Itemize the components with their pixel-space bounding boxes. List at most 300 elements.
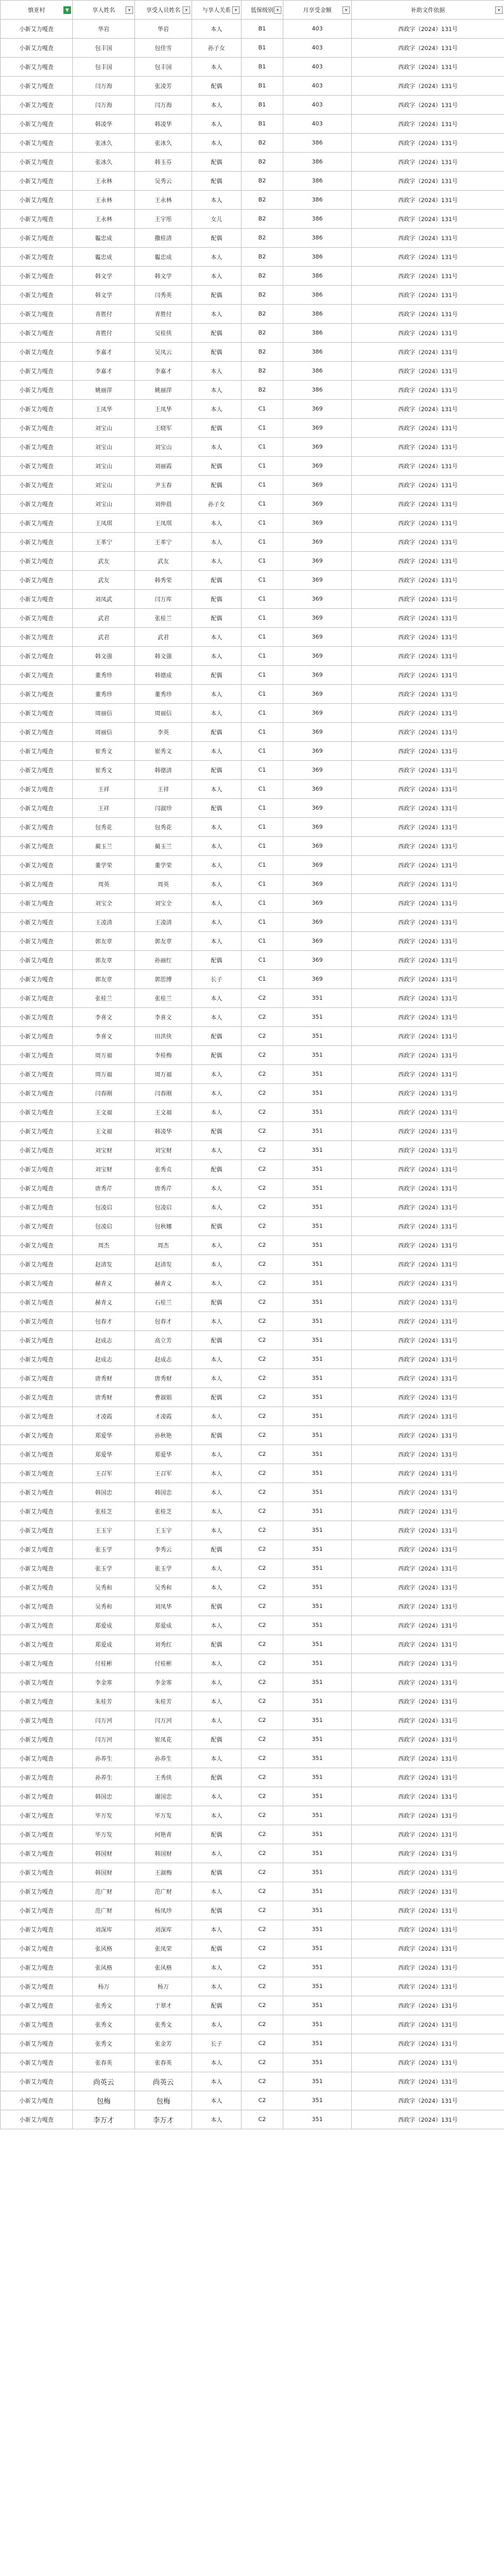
cell-basis[interactable]: 西政字（2024）131号 [352, 1635, 504, 1654]
cell-recipient-name[interactable]: 张春英 [135, 2053, 192, 2072]
cell-level[interactable]: C2 [242, 1692, 283, 1711]
cell-recipient-name[interactable]: 田洪侠 [135, 1027, 192, 1046]
cell-relation[interactable]: 本人 [192, 894, 242, 913]
cell-basis[interactable]: 西政字（2024）131号 [352, 2053, 504, 2072]
cell-holder-name[interactable]: 包丰国 [73, 39, 135, 58]
cell-level[interactable]: C2 [242, 1939, 283, 1958]
cell-recipient-name[interactable]: 王凤琪 [135, 514, 192, 533]
cell-relation[interactable]: 本人 [192, 1958, 242, 1977]
cell-village[interactable]: 小新艾力嘎査 [1, 115, 73, 134]
cell-level[interactable]: C1 [242, 818, 283, 837]
cell-recipient-name[interactable]: 青胜付 [135, 305, 192, 324]
cell-amount[interactable]: 369 [283, 856, 352, 875]
cell-level[interactable]: C2 [242, 1426, 283, 1445]
cell-holder-name[interactable]: 王玉宇 [73, 1521, 135, 1540]
cell-village[interactable]: 小新艾力嘎査 [1, 1578, 73, 1597]
cell-village[interactable]: 小新艾力嘎査 [1, 552, 73, 571]
cell-relation[interactable]: 长子 [192, 970, 242, 989]
cell-amount[interactable]: 369 [283, 476, 352, 495]
cell-holder-name[interactable]: 张秀文 [73, 2015, 135, 2034]
cell-level[interactable]: C2 [242, 1103, 283, 1122]
cell-village[interactable]: 小新艾力嘎査 [1, 1673, 73, 1692]
cell-amount[interactable]: 369 [283, 913, 352, 932]
cell-village[interactable]: 小新艾力嘎査 [1, 419, 73, 438]
cell-level[interactable]: C2 [242, 1046, 283, 1065]
cell-relation[interactable]: 本人 [192, 514, 242, 533]
cell-level[interactable]: C2 [242, 1882, 283, 1901]
cell-relation[interactable]: 本人 [192, 438, 242, 457]
cell-relation[interactable]: 配偶 [192, 609, 242, 628]
cell-recipient-name[interactable]: 武君 [135, 628, 192, 647]
cell-holder-name[interactable]: 才凌霞 [73, 1407, 135, 1426]
cell-level[interactable]: C2 [242, 1578, 283, 1597]
cell-recipient-name[interactable]: 孙秋艳 [135, 1426, 192, 1445]
cell-basis[interactable]: 西政字（2024）131号 [352, 286, 504, 305]
cell-relation[interactable]: 配偶 [192, 172, 242, 191]
cell-recipient-name[interactable]: 武友 [135, 552, 192, 571]
cell-village[interactable]: 小新艾力嘎査 [1, 1331, 73, 1350]
cell-amount[interactable]: 351 [283, 1027, 352, 1046]
cell-recipient-name[interactable]: 唐秀芹 [135, 1179, 192, 1198]
cell-basis[interactable]: 西政字（2024）131号 [352, 1749, 504, 1768]
cell-holder-name[interactable]: 韩文学 [73, 267, 135, 286]
cell-village[interactable]: 小新艾力嘎査 [1, 1787, 73, 1806]
cell-amount[interactable]: 351 [283, 1084, 352, 1103]
cell-level[interactable]: C1 [242, 552, 283, 571]
cell-recipient-name[interactable]: 李秀云 [135, 1540, 192, 1559]
cell-basis[interactable]: 西政字（2024）131号 [352, 1882, 504, 1901]
cell-basis[interactable]: 西政字（2024）131号 [352, 1350, 504, 1369]
cell-recipient-name[interactable]: 韩玉芬 [135, 153, 192, 172]
cell-basis[interactable]: 西政字（2024）131号 [352, 400, 504, 419]
cell-relation[interactable]: 本人 [192, 1483, 242, 1502]
cell-level[interactable]: C1 [242, 647, 283, 666]
cell-recipient-name[interactable]: 吴秀云 [135, 172, 192, 191]
cell-recipient-name[interactable]: 华岩 [135, 20, 192, 39]
cell-recipient-name[interactable]: 韩凌华 [135, 115, 192, 134]
cell-level[interactable]: C2 [242, 2110, 283, 2129]
cell-amount[interactable]: 351 [283, 1483, 352, 1502]
cell-amount[interactable]: 351 [283, 1597, 352, 1616]
cell-recipient-name[interactable]: 郭思博 [135, 970, 192, 989]
cell-basis[interactable]: 西政字（2024）131号 [352, 742, 504, 761]
cell-relation[interactable]: 本人 [192, 96, 242, 115]
cell-recipient-name[interactable]: 韩凌华 [135, 1122, 192, 1141]
cell-level[interactable]: C2 [242, 1597, 283, 1616]
cell-amount[interactable]: 351 [283, 1141, 352, 1160]
cell-level[interactable]: C2 [242, 1540, 283, 1559]
cell-level[interactable]: C1 [242, 571, 283, 590]
cell-holder-name[interactable]: 郭友章 [73, 932, 135, 951]
cell-level[interactable]: C2 [242, 1920, 283, 1939]
cell-basis[interactable]: 西政字（2024）131号 [352, 381, 504, 400]
cell-relation[interactable]: 本人 [192, 989, 242, 1008]
cell-relation[interactable]: 配偶 [192, 799, 242, 818]
cell-basis[interactable]: 西政字（2024）131号 [352, 267, 504, 286]
cell-village[interactable]: 小新艾力嘎査 [1, 2091, 73, 2110]
cell-relation[interactable]: 配偶 [192, 419, 242, 438]
cell-village[interactable]: 小新艾力嘎査 [1, 1920, 73, 1939]
cell-level[interactable]: C2 [242, 1331, 283, 1350]
cell-level[interactable]: B1 [242, 96, 283, 115]
cell-recipient-name[interactable]: 赵清发 [135, 1255, 192, 1274]
cell-basis[interactable]: 西政字（2024）131号 [352, 837, 504, 856]
cell-relation[interactable]: 本人 [192, 191, 242, 210]
cell-relation[interactable]: 本人 [192, 1065, 242, 1084]
cell-holder-name[interactable]: 王祥 [73, 780, 135, 799]
cell-village[interactable]: 小新艾力嘎査 [1, 1027, 73, 1046]
cell-recipient-name[interactable]: 韩德成 [135, 666, 192, 685]
cell-recipient-name[interactable]: 刘丽霞 [135, 457, 192, 476]
cell-level[interactable]: B2 [242, 362, 283, 381]
cell-relation[interactable]: 本人 [192, 1578, 242, 1597]
cell-recipient-name[interactable]: 张凤荣 [135, 1939, 192, 1958]
cell-holder-name[interactable]: 韞忠成 [73, 248, 135, 267]
cell-village[interactable]: 小新艾力嘎査 [1, 1141, 73, 1160]
cell-amount[interactable]: 351 [283, 989, 352, 1008]
cell-holder-name[interactable]: 张冰久 [73, 134, 135, 153]
cell-basis[interactable]: 西政字（2024）131号 [352, 115, 504, 134]
cell-basis[interactable]: 西政字（2024）131号 [352, 1426, 504, 1445]
cell-relation[interactable]: 本人 [192, 1502, 242, 1521]
cell-village[interactable]: 小新艾力嘎査 [1, 1065, 73, 1084]
cell-recipient-name[interactable]: 李喜文 [135, 1008, 192, 1027]
cell-amount[interactable]: 369 [283, 894, 352, 913]
cell-amount[interactable]: 369 [283, 457, 352, 476]
filter-active-icon[interactable]: ▼ [63, 6, 71, 14]
cell-amount[interactable]: 351 [283, 1350, 352, 1369]
cell-basis[interactable]: 西政字（2024）131号 [352, 1977, 504, 1996]
cell-level[interactable]: C2 [242, 1236, 283, 1255]
cell-relation[interactable]: 本人 [192, 134, 242, 153]
cell-village[interactable]: 小新艾力嘎査 [1, 1502, 73, 1521]
cell-basis[interactable]: 西政字（2024）131号 [352, 913, 504, 932]
cell-recipient-name[interactable]: 孙丽红 [135, 951, 192, 970]
cell-basis[interactable]: 西政字（2024）131号 [352, 1787, 504, 1806]
cell-basis[interactable]: 西政字（2024）131号 [352, 685, 504, 704]
cell-relation[interactable]: 配偶 [192, 1825, 242, 1844]
cell-amount[interactable]: 351 [283, 1673, 352, 1692]
cell-level[interactable]: C2 [242, 1863, 283, 1882]
cell-level[interactable]: C2 [242, 1711, 283, 1730]
cell-amount[interactable]: 351 [283, 1825, 352, 1844]
cell-amount[interactable]: 351 [283, 1160, 352, 1179]
cell-basis[interactable]: 西政字（2024）131号 [352, 666, 504, 685]
cell-holder-name[interactable]: 蔺玉兰 [73, 837, 135, 856]
cell-recipient-name[interactable]: 韞忠成 [135, 248, 192, 267]
cell-holder-name[interactable]: 武君 [73, 628, 135, 647]
cell-amount[interactable]: 351 [283, 1388, 352, 1407]
cell-amount[interactable]: 351 [283, 2110, 352, 2129]
cell-village[interactable]: 小新艾力嘎査 [1, 305, 73, 324]
cell-holder-name[interactable]: 张风格 [73, 1958, 135, 1977]
cell-relation[interactable]: 配偶 [192, 1426, 242, 1445]
cell-holder-name[interactable]: 刘宝山 [73, 495, 135, 514]
cell-basis[interactable]: 西政字（2024）131号 [352, 229, 504, 248]
cell-village[interactable]: 小新艾力嘎査 [1, 1369, 73, 1388]
cell-relation[interactable]: 配偶 [192, 1027, 242, 1046]
cell-recipient-name[interactable]: 崔秀文 [135, 742, 192, 761]
cell-amount[interactable]: 386 [283, 286, 352, 305]
cell-basis[interactable]: 西政字（2024）131号 [352, 1692, 504, 1711]
cell-recipient-name[interactable]: 王晓军 [135, 419, 192, 438]
cell-holder-name[interactable]: 崔秀文 [73, 761, 135, 780]
cell-holder-name[interactable]: 包秀花 [73, 818, 135, 837]
cell-holder-name[interactable]: 郑爱成 [73, 1635, 135, 1654]
cell-amount[interactable]: 369 [283, 628, 352, 647]
cell-basis[interactable]: 西政字（2024）131号 [352, 1255, 504, 1274]
cell-holder-name[interactable]: 周英 [73, 875, 135, 894]
cell-basis[interactable]: 西政字（2024）131号 [352, 875, 504, 894]
cell-level[interactable]: C1 [242, 875, 283, 894]
cell-basis[interactable]: 西政字（2024）131号 [352, 1920, 504, 1939]
cell-holder-name[interactable]: 毕万发 [73, 1825, 135, 1844]
cell-recipient-name[interactable]: 唐秀财 [135, 1369, 192, 1388]
cell-village[interactable]: 小新艾力嘎査 [1, 514, 73, 533]
cell-holder-name[interactable]: 包梅 [73, 2091, 135, 2110]
cell-basis[interactable]: 西政字（2024）131号 [352, 533, 504, 552]
cell-recipient-name[interactable]: 张金芳 [135, 2034, 192, 2053]
cell-village[interactable]: 小新艾力嘎査 [1, 58, 73, 77]
cell-level[interactable]: C2 [242, 1787, 283, 1806]
cell-recipient-name[interactable]: 王玉宇 [135, 1521, 192, 1540]
cell-basis[interactable]: 西政字（2024）131号 [352, 1521, 504, 1540]
cell-amount[interactable]: 351 [283, 1046, 352, 1065]
cell-level[interactable]: C2 [242, 2091, 283, 2110]
cell-holder-name[interactable]: 张秀文 [73, 2034, 135, 2053]
cell-amount[interactable]: 386 [283, 305, 352, 324]
cell-level[interactable]: C2 [242, 1977, 283, 1996]
cell-recipient-name[interactable]: 韩文学 [135, 267, 192, 286]
cell-basis[interactable]: 西政字（2024）131号 [352, 628, 504, 647]
cell-relation[interactable]: 本人 [192, 1559, 242, 1578]
cell-level[interactable]: B2 [242, 248, 283, 267]
cell-relation[interactable]: 长子 [192, 2034, 242, 2053]
cell-basis[interactable]: 西政字（2024）131号 [352, 571, 504, 590]
cell-relation[interactable]: 本人 [192, 1787, 242, 1806]
cell-recipient-name[interactable]: 王凌清 [135, 913, 192, 932]
cell-holder-name[interactable]: 杨万 [73, 1977, 135, 1996]
cell-holder-name[interactable]: 刘宝山 [73, 438, 135, 457]
cell-basis[interactable]: 西政字（2024）131号 [352, 362, 504, 381]
cell-level[interactable]: C2 [242, 1312, 283, 1331]
cell-village[interactable]: 小新艾力嘎査 [1, 2072, 73, 2091]
cell-recipient-name[interactable]: 包梅 [135, 2091, 192, 2110]
cell-amount[interactable]: 386 [283, 343, 352, 362]
cell-relation[interactable]: 本人 [192, 533, 242, 552]
cell-basis[interactable]: 西政字（2024）131号 [352, 1008, 504, 1027]
cell-amount[interactable]: 351 [283, 1616, 352, 1635]
cell-amount[interactable]: 351 [283, 1331, 352, 1350]
cell-basis[interactable]: 西政字（2024）131号 [352, 1027, 504, 1046]
cell-village[interactable]: 小新艾力嘎査 [1, 647, 73, 666]
cell-amount[interactable]: 403 [283, 77, 352, 96]
cell-basis[interactable]: 西政字（2024）131号 [352, 191, 504, 210]
cell-recipient-name[interactable]: 于翠才 [135, 1996, 192, 2015]
cell-holder-name[interactable]: 王凌清 [73, 913, 135, 932]
cell-relation[interactable]: 配偶 [192, 1863, 242, 1882]
cell-holder-name[interactable]: 包凌启 [73, 1198, 135, 1217]
cell-village[interactable]: 小新艾力嘎査 [1, 761, 73, 780]
cell-village[interactable]: 小新艾力嘎査 [1, 210, 73, 229]
cell-amount[interactable]: 351 [283, 1293, 352, 1312]
cell-recipient-name[interactable]: 王革宁 [135, 533, 192, 552]
cell-relation[interactable]: 本人 [192, 381, 242, 400]
cell-level[interactable]: C1 [242, 419, 283, 438]
cell-village[interactable]: 小新艾力嘎査 [1, 818, 73, 837]
cell-basis[interactable]: 西政字（2024）131号 [352, 324, 504, 343]
cell-amount[interactable]: 351 [283, 1255, 352, 1274]
cell-amount[interactable]: 351 [283, 1635, 352, 1654]
cell-relation[interactable]: 本人 [192, 780, 242, 799]
cell-recipient-name[interactable]: 王召军 [135, 1464, 192, 1483]
cell-village[interactable]: 小新艾力嘎査 [1, 362, 73, 381]
cell-level[interactable]: B2 [242, 305, 283, 324]
cell-holder-name[interactable]: 孙养生 [73, 1749, 135, 1768]
cell-relation[interactable]: 女儿 [192, 210, 242, 229]
cell-level[interactable]: C1 [242, 780, 283, 799]
cell-holder-name[interactable]: 闫万河 [73, 1711, 135, 1730]
cell-village[interactable]: 小新艾力嘎査 [1, 1046, 73, 1065]
cell-recipient-name[interactable]: 包佳雪 [135, 39, 192, 58]
cell-recipient-name[interactable]: 郭友章 [135, 932, 192, 951]
cell-level[interactable]: C2 [242, 1844, 283, 1863]
cell-village[interactable]: 小新艾力嘎査 [1, 324, 73, 343]
cell-recipient-name[interactable]: 谢国忠 [135, 1787, 192, 1806]
cell-basis[interactable]: 西政字（2024）131号 [352, 1274, 504, 1293]
cell-amount[interactable]: 351 [283, 2072, 352, 2091]
cell-basis[interactable]: 西政字（2024）131号 [352, 153, 504, 172]
cell-level[interactable]: C1 [242, 799, 283, 818]
cell-level[interactable]: C1 [242, 856, 283, 875]
cell-basis[interactable]: 西政字（2024）131号 [352, 1597, 504, 1616]
cell-recipient-name[interactable]: 高立芳 [135, 1331, 192, 1350]
cell-basis[interactable]: 西政字（2024）131号 [352, 989, 504, 1008]
cell-basis[interactable]: 西政字（2024）131号 [352, 1065, 504, 1084]
cell-relation[interactable]: 配偶 [192, 1996, 242, 2015]
cell-basis[interactable]: 西政字（2024）131号 [352, 134, 504, 153]
cell-relation[interactable]: 本人 [192, 1977, 242, 1996]
cell-recipient-name[interactable]: 包丰国 [135, 58, 192, 77]
cell-village[interactable]: 小新艾力嘎査 [1, 780, 73, 799]
cell-holder-name[interactable]: 韩国忠 [73, 1483, 135, 1502]
cell-basis[interactable]: 西政字（2024）131号 [352, 647, 504, 666]
cell-relation[interactable]: 配偶 [192, 1046, 242, 1065]
cell-level[interactable]: B1 [242, 77, 283, 96]
cell-holder-name[interactable]: 刘宝山 [73, 476, 135, 495]
cell-village[interactable]: 小新艾力嘎査 [1, 628, 73, 647]
cell-relation[interactable]: 本人 [192, 932, 242, 951]
cell-village[interactable]: 小新艾力嘎査 [1, 1350, 73, 1369]
cell-holder-name[interactable]: 李嘉才 [73, 343, 135, 362]
cell-village[interactable]: 小新艾力嘎査 [1, 1483, 73, 1502]
cell-basis[interactable]: 西政字（2024）131号 [352, 1806, 504, 1825]
cell-amount[interactable]: 351 [283, 1445, 352, 1464]
cell-holder-name[interactable]: 范广财 [73, 1882, 135, 1901]
cell-level[interactable]: C2 [242, 1198, 283, 1217]
cell-amount[interactable]: 369 [283, 438, 352, 457]
cell-village[interactable]: 小新艾力嘎査 [1, 1635, 73, 1654]
cell-village[interactable]: 小新艾力嘎査 [1, 666, 73, 685]
cell-village[interactable]: 小新艾力嘎査 [1, 989, 73, 1008]
cell-holder-name[interactable]: 赵成志 [73, 1331, 135, 1350]
cell-relation[interactable]: 孙子女 [192, 39, 242, 58]
header-amount[interactable]: 月享受金额 ▾ [283, 1, 352, 20]
cell-level[interactable]: C2 [242, 1996, 283, 2015]
cell-amount[interactable]: 351 [283, 1692, 352, 1711]
cell-village[interactable]: 小新艾力嘎査 [1, 248, 73, 267]
cell-amount[interactable]: 351 [283, 1882, 352, 1901]
cell-amount[interactable]: 403 [283, 39, 352, 58]
cell-level[interactable]: C1 [242, 495, 283, 514]
cell-village[interactable]: 小新艾力嘎査 [1, 799, 73, 818]
cell-basis[interactable]: 西政字（2024）131号 [352, 932, 504, 951]
cell-recipient-name[interactable]: 杨万 [135, 1977, 192, 1996]
cell-amount[interactable]: 369 [283, 704, 352, 723]
cell-village[interactable]: 小新艾力嘎査 [1, 1426, 73, 1445]
cell-recipient-name[interactable]: 李万才 [135, 2110, 192, 2129]
cell-relation[interactable]: 配偶 [192, 590, 242, 609]
header-basis[interactable]: 补助文件依据 ▾ [352, 1, 504, 20]
cell-village[interactable]: 小新艾力嘎査 [1, 457, 73, 476]
cell-holder-name[interactable]: 王永林 [73, 210, 135, 229]
cell-village[interactable]: 小新艾力嘎査 [1, 476, 73, 495]
cell-village[interactable]: 小新艾力嘎査 [1, 875, 73, 894]
cell-relation[interactable]: 配偶 [192, 951, 242, 970]
cell-amount[interactable]: 386 [283, 229, 352, 248]
cell-level[interactable]: B2 [242, 172, 283, 191]
cell-holder-name[interactable]: 韩国忠 [73, 1787, 135, 1806]
cell-amount[interactable]: 369 [283, 837, 352, 856]
cell-holder-name[interactable]: 王文福 [73, 1103, 135, 1122]
cell-level[interactable]: C2 [242, 1065, 283, 1084]
cell-level[interactable]: C1 [242, 837, 283, 856]
cell-recipient-name[interactable]: 刘深库 [135, 1920, 192, 1939]
cell-village[interactable]: 小新艾力嘎査 [1, 2053, 73, 2072]
cell-recipient-name[interactable]: 闫秀英 [135, 286, 192, 305]
cell-village[interactable]: 小新艾力嘎査 [1, 1711, 73, 1730]
cell-basis[interactable]: 西政字（2024）131号 [352, 1559, 504, 1578]
cell-recipient-name[interactable]: 韩德清 [135, 761, 192, 780]
cell-relation[interactable]: 本人 [192, 875, 242, 894]
cell-village[interactable]: 小新艾力嘎査 [1, 2034, 73, 2053]
cell-relation[interactable]: 配偶 [192, 229, 242, 248]
cell-level[interactable]: B2 [242, 153, 283, 172]
cell-relation[interactable]: 本人 [192, 837, 242, 856]
cell-holder-name[interactable]: 李金寒 [73, 1673, 135, 1692]
cell-holder-name[interactable]: 范广财 [73, 1901, 135, 1920]
cell-relation[interactable]: 本人 [192, 1274, 242, 1293]
cell-village[interactable]: 小新艾力嘎査 [1, 856, 73, 875]
cell-village[interactable]: 小新艾力嘎査 [1, 1521, 73, 1540]
cell-amount[interactable]: 386 [283, 153, 352, 172]
cell-basis[interactable]: 西政字（2024）131号 [352, 514, 504, 533]
cell-recipient-name[interactable]: 张玉学 [135, 1559, 192, 1578]
cell-amount[interactable]: 369 [283, 609, 352, 628]
cell-recipient-name[interactable]: 李英 [135, 723, 192, 742]
cell-recipient-name[interactable]: 张桂兰 [135, 989, 192, 1008]
dropdown-arrow-icon[interactable]: ▾ [126, 6, 133, 14]
cell-amount[interactable]: 369 [283, 875, 352, 894]
cell-basis[interactable]: 西政字（2024）131号 [352, 1483, 504, 1502]
cell-village[interactable]: 小新艾力嘎査 [1, 1236, 73, 1255]
cell-village[interactable]: 小新艾力嘎査 [1, 609, 73, 628]
cell-basis[interactable]: 西政字（2024）131号 [352, 438, 504, 457]
cell-level[interactable]: C2 [242, 2053, 283, 2072]
cell-level[interactable]: C2 [242, 1217, 283, 1236]
cell-relation[interactable]: 本人 [192, 742, 242, 761]
cell-basis[interactable]: 西政字（2024）131号 [352, 1768, 504, 1787]
